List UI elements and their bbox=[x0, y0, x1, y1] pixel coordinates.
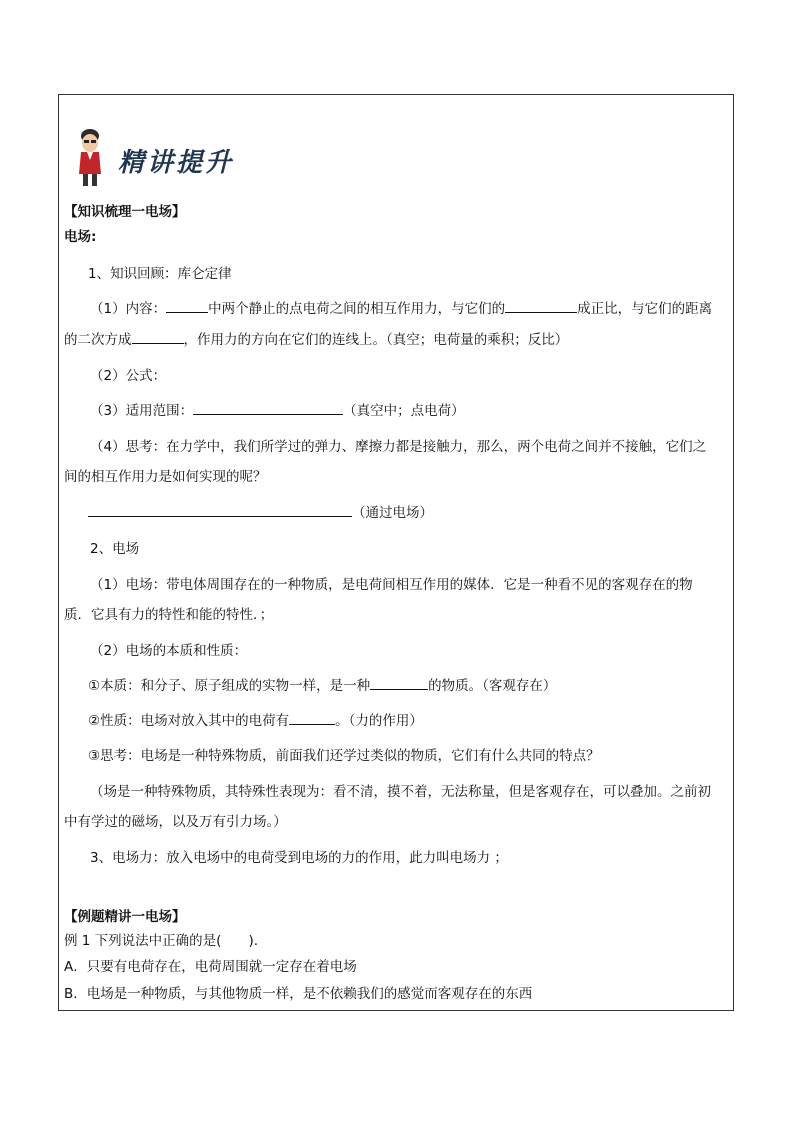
electric-field-nature: （2）电场的本质和性质： bbox=[90, 643, 248, 659]
paragraph-3: （3）适用范围： （真空中；点电荷） bbox=[90, 403, 465, 419]
paragraph-4: （4）思考：在力学中，我们所学过的弹力、摩擦力都是接触力，那么，两个电荷之间并不接触，它们之 bbox=[90, 439, 707, 455]
option-a: A．只要有电荷存在，电荷周围就一定存在着电场 bbox=[64, 959, 357, 975]
paragraph-4-answer: （通过电场） bbox=[88, 504, 433, 522]
item-2: 2、电场 bbox=[90, 541, 140, 557]
field-characteristics: （场是一种特殊物质，其特殊性表现为：看不清，摸不着，无法称量，但是客观存在，可以叠加。之前初 bbox=[90, 784, 711, 800]
paragraph-1-cont: 的二次方成 ，作用力的方向在它们的连线上。（真空；电荷量的乘积；反比） bbox=[64, 332, 569, 348]
paragraph-1: （1）内容： 中两个静止的点电荷之间的相互作用力，与它们的 成正比，与它们的距离 bbox=[90, 301, 713, 317]
subheading: 电场: bbox=[64, 229, 97, 245]
paragraph-4-cont: 间的相互作用力是如何实现的呢？ bbox=[64, 469, 267, 485]
item-3: 3、电场力：放入电场中的电荷受到电场的力的作用，此力叫电场力 ； bbox=[90, 850, 508, 866]
section-heading: 【知识梳理一电场】 bbox=[64, 204, 186, 220]
electric-field-definition: （1）电场：带电体周围存在的一种物质，是电荷间相互作用的媒体．它是一种看不见的客观存在的物 bbox=[90, 577, 693, 593]
property-line: ②性质：电场对放入其中的电荷有 。（力的作用） bbox=[88, 713, 423, 729]
thinking-line: ③思考：电场是一种特殊物质，前面我们还学过类似的物质，它们有什么共同的特点？ bbox=[88, 748, 600, 764]
electric-field-definition-cont: 质．它具有力的特性和能的特性．； bbox=[64, 607, 274, 623]
item-1: 1、知识回顾：库仑定律 bbox=[88, 266, 232, 282]
header-title: 精讲提升 bbox=[118, 148, 235, 178]
field-characteristics-cont: 中有学过的磁场，以及万有引力场。） bbox=[64, 814, 287, 830]
paragraph-2: （2）公式： bbox=[90, 368, 167, 384]
example-heading: 【例题精讲一电场】 bbox=[64, 909, 186, 925]
content-frame bbox=[58, 94, 734, 1011]
option-b: B．电场是一种物质，与其他物质一样，是不依赖我们的感觉而客观存在的东西 bbox=[64, 986, 533, 1002]
example-question: 例 1 下列说法中正确的是( ). bbox=[64, 933, 258, 949]
essence-line: ①本质：和分子、原子组成的实物一样，是一种 的物质。（客观存在） bbox=[88, 678, 557, 694]
